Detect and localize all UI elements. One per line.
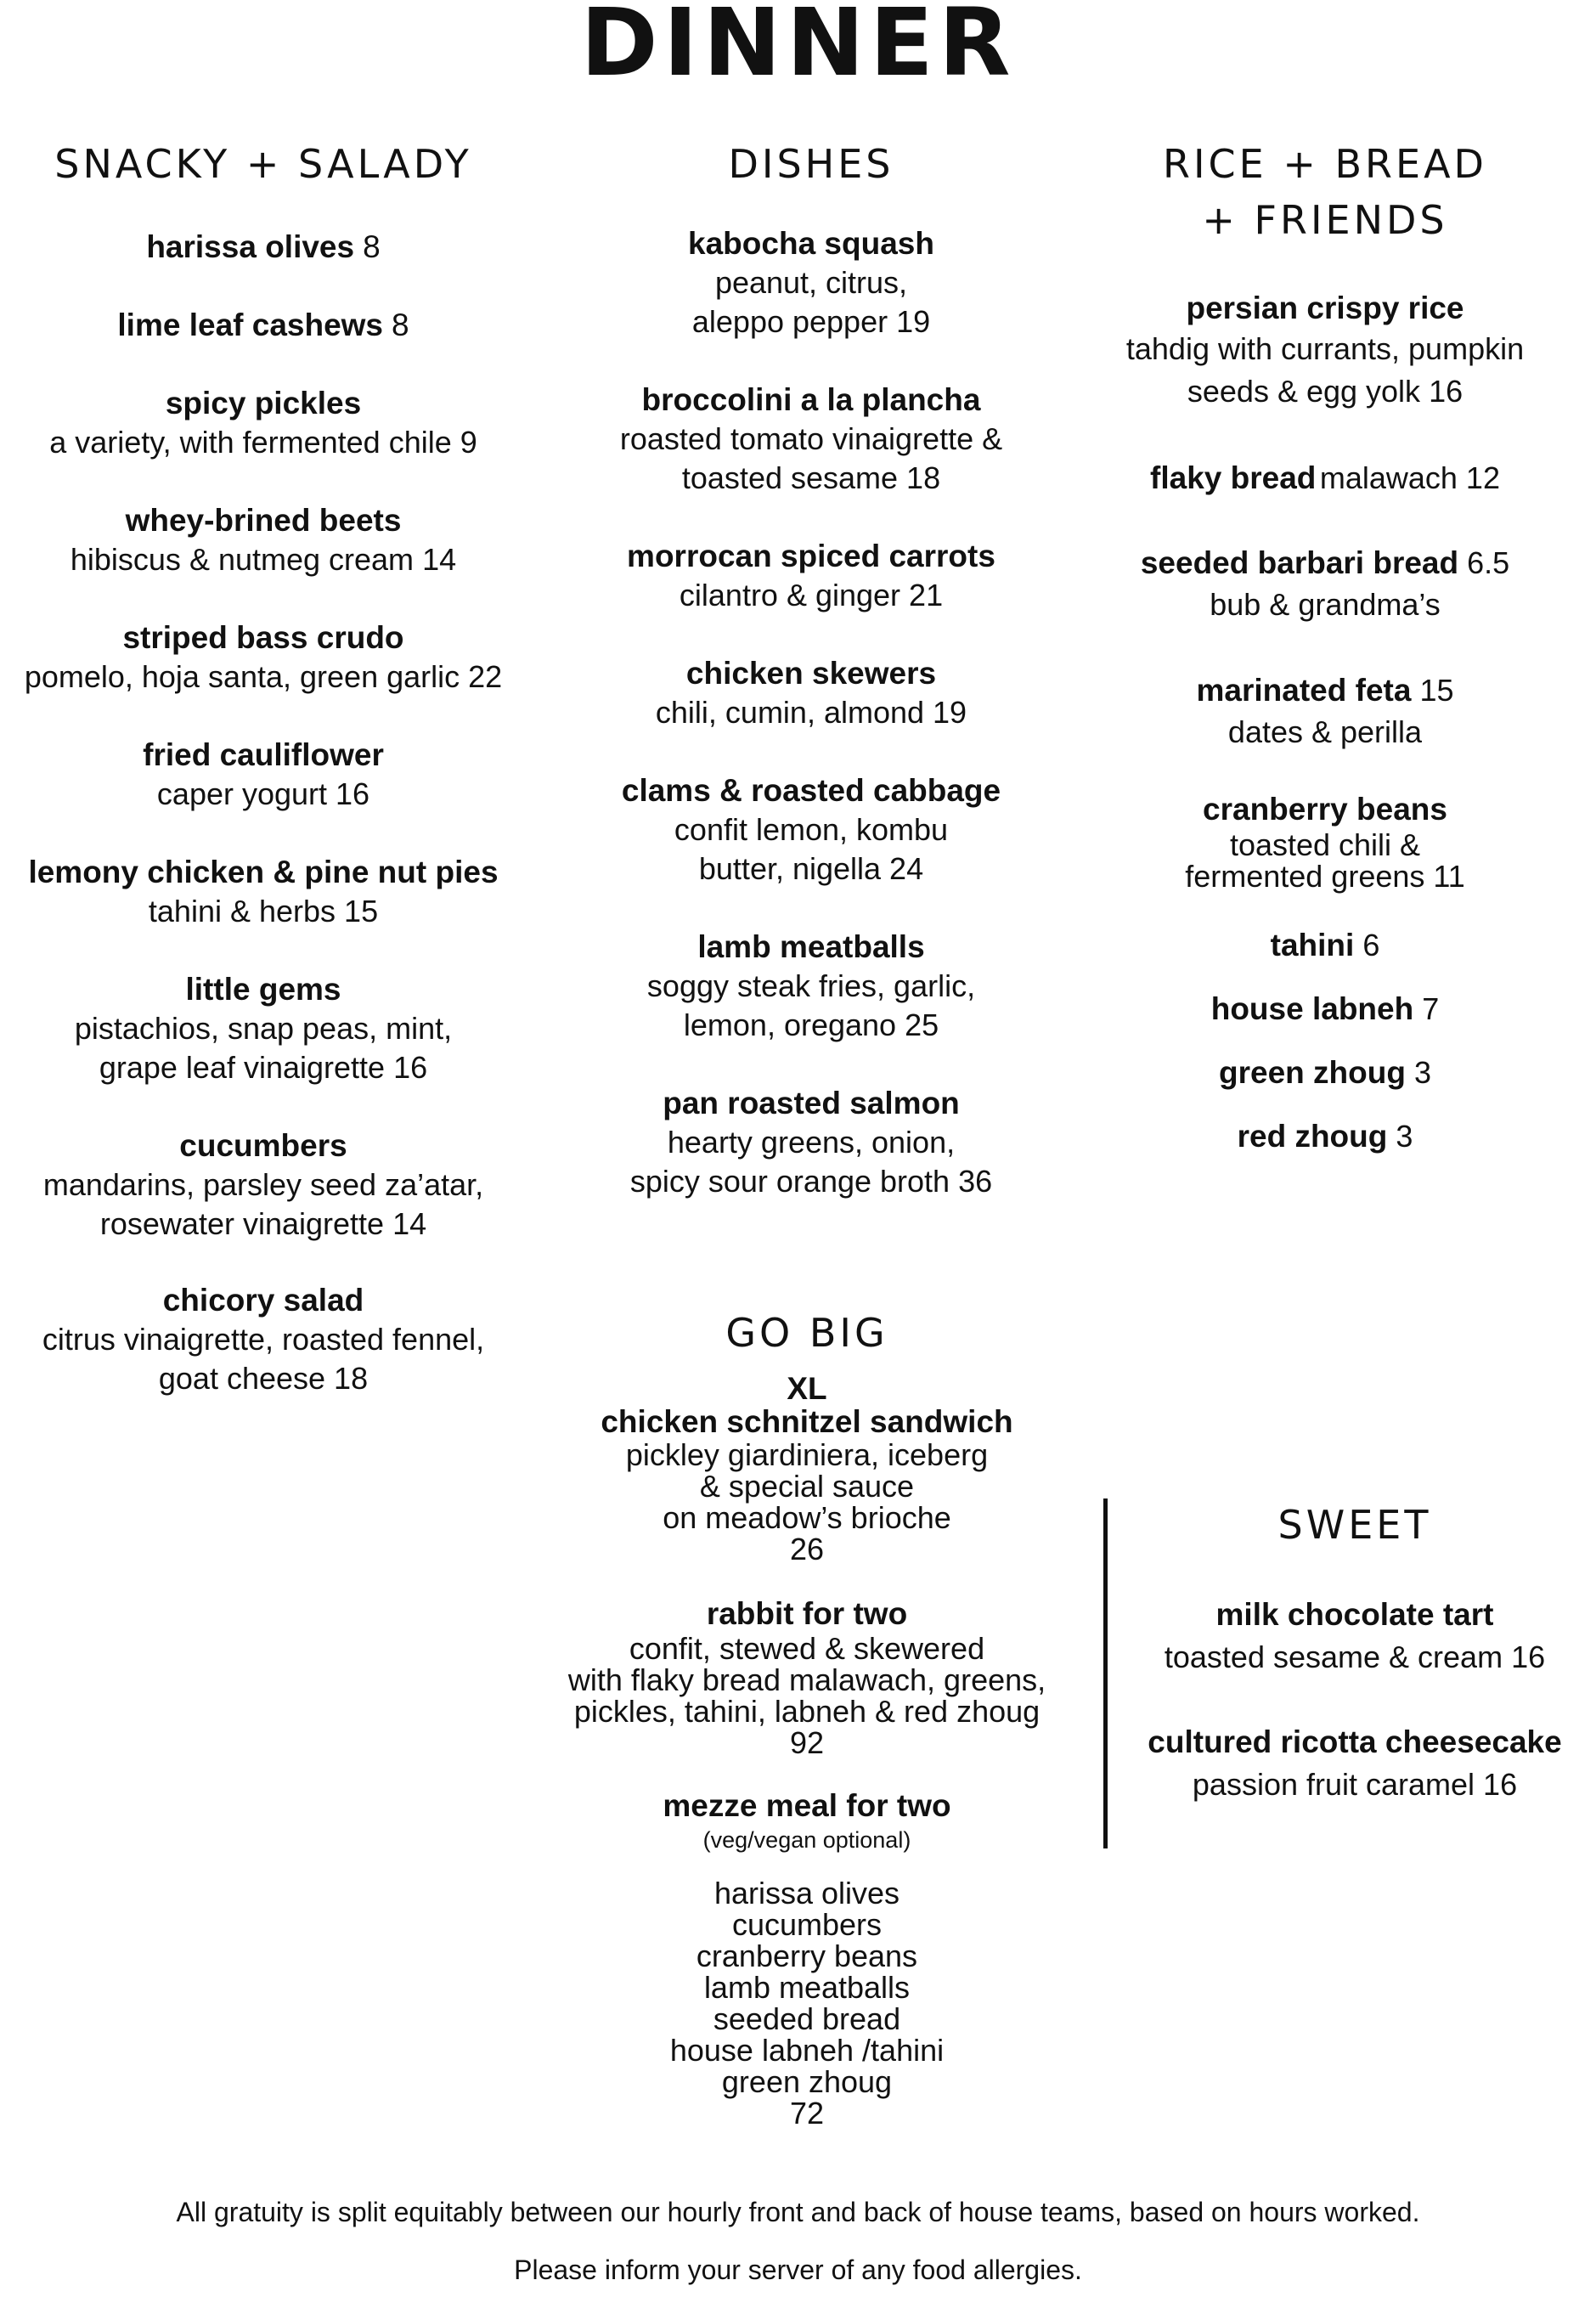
item-name: little gems bbox=[185, 972, 341, 1007]
item-desc: pickley giardiniera, iceberg bbox=[625, 1437, 989, 1472]
item-name: chicken skewers bbox=[685, 656, 937, 691]
menu-item-kabocha-squash bbox=[556, 224, 1066, 341]
menu-item-lemony-chicken-pies bbox=[0, 853, 527, 931]
sweet-heading: SWEET bbox=[1277, 1502, 1432, 1548]
section-divider bbox=[1103, 1498, 1108, 1848]
item-name: whey-brined beets bbox=[125, 503, 402, 538]
item-price: 3 bbox=[1396, 1119, 1413, 1154]
item-price: 3 bbox=[1413, 1055, 1431, 1090]
item-price: 16 bbox=[1429, 374, 1463, 409]
menu-item-marinated-feta bbox=[1070, 671, 1580, 754]
item-name: pan roasted salmon bbox=[663, 1086, 960, 1120]
item-desc: roasted tomato vinaigrette & bbox=[619, 421, 1003, 456]
item-price: 16 bbox=[1511, 1640, 1546, 1674]
item-desc-3: pickles, tahini, labneh & red zhoug bbox=[573, 1694, 1041, 1729]
item-name: harissa olives bbox=[146, 229, 355, 264]
item-desc-2: toasted sesame bbox=[681, 460, 899, 495]
item-name: broccolini a la plancha bbox=[641, 382, 981, 417]
item-price: 24 bbox=[889, 851, 924, 886]
allergy-note: Please inform your server of any food allergies. bbox=[514, 2255, 1082, 2285]
item-name: milk chocolate tart bbox=[1215, 1597, 1494, 1632]
item-name: lamb meatballs bbox=[697, 929, 925, 964]
menu-item-harissa-olives bbox=[0, 228, 527, 267]
rice-heading-line2: + FRIENDS bbox=[1202, 197, 1448, 243]
item-price: 21 bbox=[909, 578, 944, 612]
item-desc-2: seeds & egg yolk bbox=[1187, 374, 1421, 409]
item-price: 19 bbox=[896, 304, 931, 339]
item-name: red zhoug bbox=[1237, 1119, 1388, 1154]
item-desc-2: butter, nigella bbox=[698, 851, 882, 886]
menu-item-seeded-barbari-bread bbox=[1070, 544, 1580, 627]
menu-item-persian-crispy-rice bbox=[1070, 289, 1580, 413]
menu-item-striped-bass-crudo bbox=[0, 618, 527, 697]
item-price: 18 bbox=[334, 1361, 369, 1396]
item-price: 14 bbox=[392, 1206, 427, 1241]
item-desc: confit lemon, kombu bbox=[674, 812, 949, 847]
item-desc: soggy steak fries, garlic, bbox=[646, 968, 976, 1003]
item-desc: hibiscus & nutmeg cream bbox=[70, 542, 415, 577]
snacky-heading: SNACKY + SALADY bbox=[54, 141, 472, 187]
item-name: rabbit for two bbox=[706, 1596, 908, 1631]
mezze-line: lamb meatballs bbox=[703, 1970, 911, 2005]
menu-item-lime-leaf-cashews bbox=[0, 306, 527, 345]
item-note: (veg/vegan optional) bbox=[702, 1827, 911, 1853]
menu-item-fried-cauliflower bbox=[0, 736, 527, 814]
item-desc: malawach bbox=[1319, 460, 1458, 495]
rice-heading-line1: RICE + BREAD bbox=[1163, 141, 1487, 187]
menu-item-broccolini bbox=[556, 381, 1066, 498]
item-price: 6 bbox=[1362, 928, 1380, 962]
item-desc-2: spicy sour orange broth bbox=[629, 1164, 950, 1199]
item-price: 11 bbox=[1433, 859, 1465, 894]
item-desc-2: with flaky bread malawach, greens, bbox=[567, 1662, 1046, 1697]
item-price: 7 bbox=[1422, 991, 1440, 1026]
item-name: chicken schnitzel sandwich bbox=[601, 1404, 1013, 1439]
menu-item-cucumbers bbox=[0, 1126, 527, 1244]
item-price: 8 bbox=[392, 308, 409, 342]
dishes-heading: DISHES bbox=[728, 141, 894, 187]
gratuity-note: All gratuity is split equitably between our hourly front and back of house teams, based on hours worked. bbox=[176, 2197, 1420, 2227]
item-price: 18 bbox=[906, 460, 941, 495]
item-name: lime leaf cashews bbox=[117, 308, 384, 342]
item-price: 19 bbox=[933, 695, 967, 730]
item-name: spicy pickles bbox=[165, 386, 362, 420]
mezze-line: seeded bread bbox=[713, 2001, 901, 2036]
item-name: fried cauliflower bbox=[143, 737, 384, 772]
menu-item-lamb-meatballs bbox=[556, 928, 1066, 1045]
item-desc-2: aleppo pepper bbox=[691, 304, 888, 339]
item-price: 12 bbox=[1465, 460, 1500, 495]
item-price: 16 bbox=[1483, 1767, 1518, 1802]
item-name: kabocha squash bbox=[688, 226, 934, 261]
item-name: cucumbers bbox=[179, 1128, 347, 1163]
item-desc-3: on meadow’s brioche bbox=[663, 1500, 951, 1535]
menu-item-little-gems bbox=[0, 970, 527, 1087]
mezze-line: harissa olives bbox=[713, 1876, 900, 1910]
item-desc-2: goat cheese bbox=[158, 1361, 326, 1396]
item-desc: tahini & herbs bbox=[148, 894, 336, 928]
item-desc-2: lemon, oregano bbox=[683, 1007, 897, 1042]
item-name: green zhoug bbox=[1219, 1055, 1406, 1090]
item-price: 15 bbox=[344, 894, 379, 928]
item-desc: caper yogurt bbox=[156, 776, 328, 811]
menu-item-ricotta-cheesecake bbox=[1113, 1721, 1596, 1806]
item-price: 36 bbox=[958, 1164, 993, 1199]
item-price: 22 bbox=[468, 659, 503, 694]
sweet-section bbox=[1130, 1497, 1580, 1553]
item-name: cranberry beans bbox=[1203, 792, 1447, 827]
go-big-section bbox=[552, 1305, 1062, 1361]
item-desc: cilantro & ginger bbox=[679, 578, 901, 612]
mezze-line: cucumbers bbox=[731, 1907, 883, 1942]
menu-item-cranberry-beans bbox=[1070, 790, 1580, 892]
item-name: morrocan spiced carrots bbox=[627, 539, 995, 573]
item-price: 26 bbox=[789, 1532, 825, 1566]
item-price: 72 bbox=[789, 2096, 825, 2131]
menu-item-clams-cabbage bbox=[556, 771, 1066, 889]
item-price: 92 bbox=[789, 1725, 825, 1760]
menu-item-morrocan-carrots bbox=[556, 537, 1066, 615]
menu-item-milk-chocolate-tart bbox=[1113, 1594, 1596, 1679]
menu-item-house-labneh bbox=[1070, 990, 1580, 1029]
item-name: persian crispy rice bbox=[1186, 291, 1464, 325]
item-price: 8 bbox=[363, 229, 381, 264]
item-price: 6.5 bbox=[1467, 545, 1510, 580]
item-name: tahini bbox=[1270, 928, 1355, 962]
mezze-line: house labneh /tahini bbox=[669, 2033, 945, 2068]
item-desc-2: grape leaf vinaigrette bbox=[99, 1050, 386, 1085]
item-desc-2: rosewater vinaigrette bbox=[99, 1206, 385, 1241]
menu-item-red-zhoug bbox=[1070, 1117, 1580, 1156]
item-size: XL bbox=[787, 1371, 827, 1406]
item-price: 14 bbox=[422, 542, 457, 577]
rice-bread-section bbox=[1070, 136, 1580, 248]
item-desc: a variety, with fermented chile bbox=[49, 425, 452, 460]
item-desc: passion fruit caramel bbox=[1192, 1767, 1475, 1802]
go-big-heading: GO BIG bbox=[725, 1310, 888, 1356]
menu-item-mezze-meal bbox=[544, 1787, 1070, 2129]
item-desc-2: & special sauce bbox=[699, 1469, 915, 1504]
item-name: flaky bread bbox=[1150, 460, 1317, 495]
menu-item-whey-brined-beets bbox=[0, 501, 527, 579]
snacky-section bbox=[0, 136, 527, 192]
mezze-line: green zhoug bbox=[721, 2064, 893, 2099]
item-desc: toasted chili & bbox=[1229, 827, 1421, 862]
item-desc: confit, stewed & skewered bbox=[629, 1631, 985, 1666]
item-name: house labneh bbox=[1210, 991, 1414, 1026]
menu-item-chicken-schnitzel bbox=[544, 1373, 1070, 1565]
item-price: 16 bbox=[393, 1050, 428, 1085]
item-name: lemony chicken & pine nut pies bbox=[28, 855, 499, 889]
item-desc: chili, cumin, almond bbox=[655, 695, 925, 730]
item-name: striped bass crudo bbox=[122, 620, 404, 655]
item-desc: toasted sesame & cream bbox=[1164, 1640, 1503, 1674]
item-name: chicory salad bbox=[162, 1283, 364, 1318]
mezze-line: cranberry beans bbox=[696, 1939, 918, 1973]
menu-item-pan-roasted-salmon bbox=[556, 1084, 1066, 1201]
item-price: 25 bbox=[905, 1007, 939, 1042]
item-name: cultured ricotta cheesecake bbox=[1148, 1724, 1562, 1759]
menu-item-chicory-salad bbox=[0, 1281, 527, 1398]
menu-item-green-zhoug bbox=[1070, 1053, 1580, 1092]
item-name: seeded barbari bread bbox=[1140, 545, 1459, 580]
dishes-section bbox=[556, 136, 1066, 192]
item-desc-2: fermented greens bbox=[1185, 859, 1425, 894]
item-price: 16 bbox=[336, 776, 370, 811]
menu-item-flaky-bread bbox=[1070, 459, 1580, 498]
item-desc: tahdig with currants, pumpkin bbox=[1125, 331, 1525, 366]
item-desc: bub & grandma’s bbox=[1210, 587, 1441, 622]
item-desc: dates & perilla bbox=[1227, 714, 1423, 749]
item-desc: citrus vinaigrette, roasted fennel, bbox=[42, 1322, 485, 1357]
item-desc: peanut, citrus, bbox=[714, 265, 908, 300]
item-price: 15 bbox=[1419, 673, 1454, 708]
item-desc: pistachios, snap peas, mint, bbox=[74, 1011, 453, 1046]
menu-item-tahini bbox=[1070, 926, 1580, 965]
item-desc: hearty greens, onion, bbox=[667, 1125, 956, 1160]
item-desc: mandarins, parsley seed za’atar, bbox=[42, 1167, 484, 1202]
item-price: 9 bbox=[460, 425, 477, 460]
menu-item-chicken-skewers bbox=[556, 654, 1066, 732]
menu-title: DINNER bbox=[580, 0, 1016, 97]
menu-item-rabbit-for-two bbox=[527, 1595, 1087, 1758]
item-name: mezze meal for two bbox=[663, 1788, 951, 1823]
item-desc: pomelo, hoja santa, green garlic bbox=[24, 659, 460, 694]
menu-item-spicy-pickles bbox=[0, 384, 527, 462]
item-name: marinated feta bbox=[1196, 673, 1412, 708]
item-name: clams & roasted cabbage bbox=[621, 773, 1001, 808]
